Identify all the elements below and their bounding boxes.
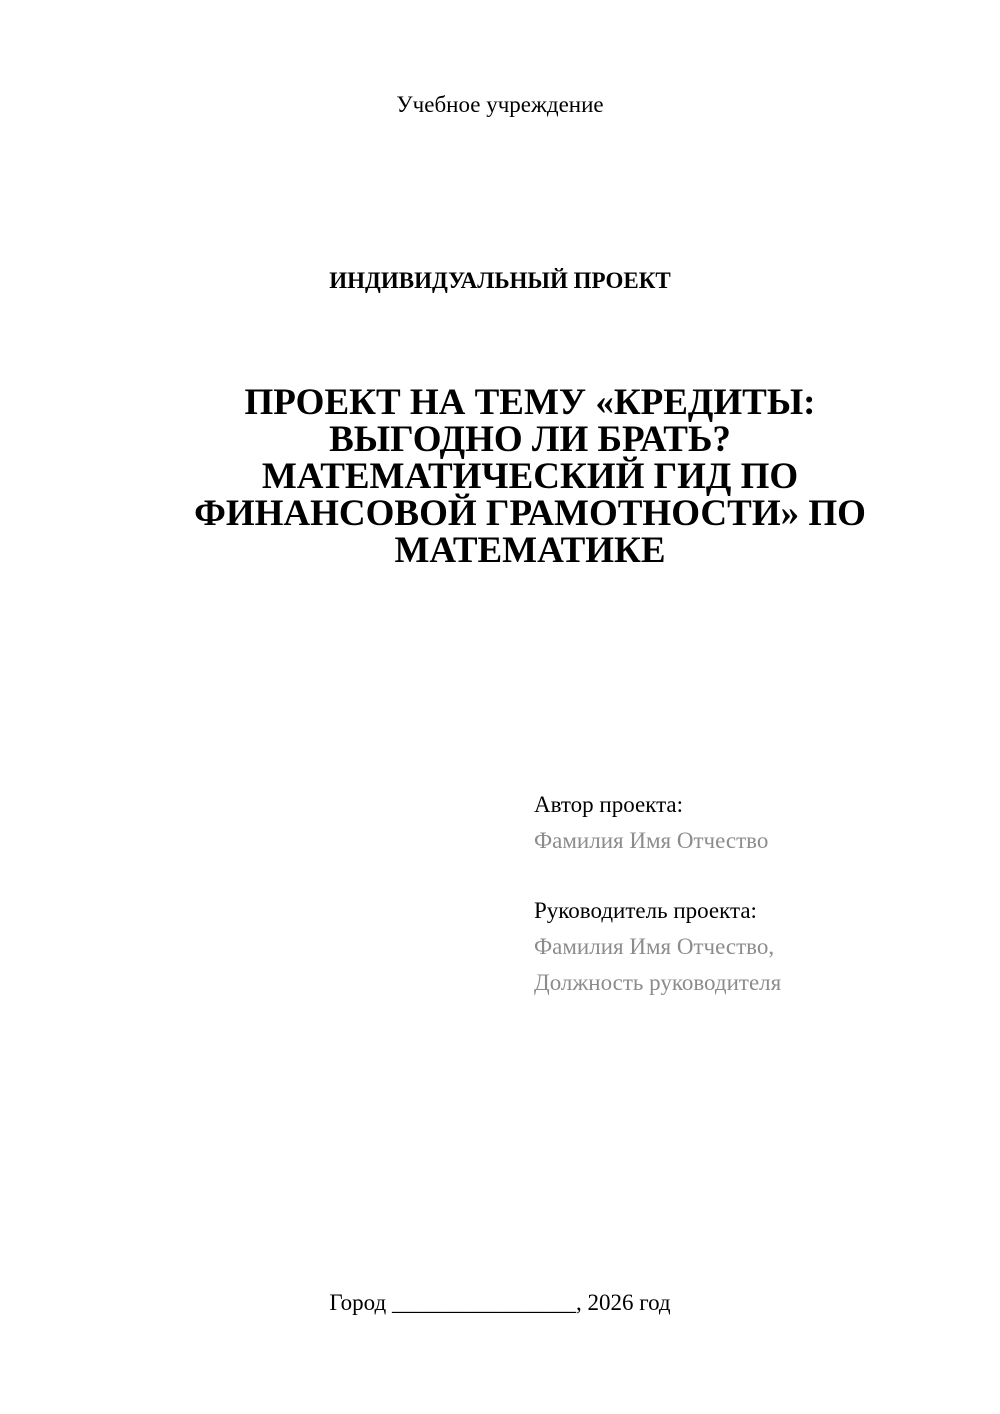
project-title-line: ФИНАНСОВОЙ ГРАМОТНОСТИ» ПО <box>194 493 866 534</box>
supervisor-block <box>534 893 781 1001</box>
institution-name: Учебное учреждение <box>396 92 604 117</box>
supervisor-name: Фамилия Имя Отчество, <box>534 934 775 959</box>
project-title-line: МАТЕМАТИКЕ <box>394 530 666 571</box>
project-type-heading: ИНДИВИДУАЛЬНЫЙ ПРОЕКТ <box>329 268 671 293</box>
author-block <box>534 787 768 859</box>
author-name: Фамилия Имя Отчество <box>534 828 769 853</box>
project-title-line: МАТЕМАТИЧЕСКИЙ ГИД ПО <box>261 456 799 497</box>
project-title <box>100 384 960 569</box>
project-title-line: ПРОЕКТ НА ТЕМУ «КРЕДИТЫ: <box>244 382 816 423</box>
supervisor-label: Руководитель проекта: <box>534 898 757 923</box>
project-title-line: ВЫГОДНО ЛИ БРАТЬ? <box>329 419 731 460</box>
city-year-line: Город ________________, 2026 год <box>329 1290 671 1315</box>
supervisor-position: Должность руководителя <box>534 970 782 995</box>
author-label: Автор проекта: <box>534 792 683 817</box>
